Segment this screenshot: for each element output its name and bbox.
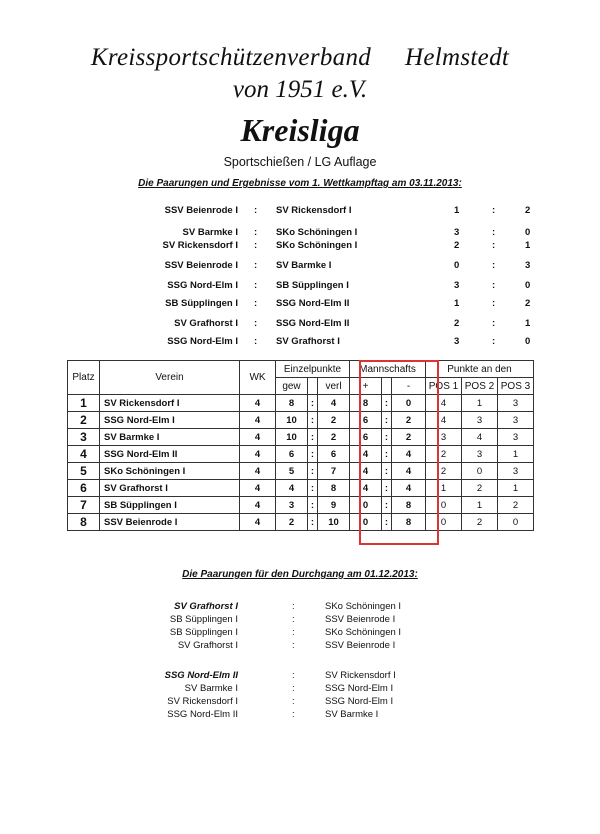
standings-colon: : [382,446,392,463]
fixture-separator: : [292,696,295,707]
result-separator: : [254,336,258,347]
standings-platz: 7 [68,497,100,514]
standings-colon: : [308,463,318,480]
result-score-home: 1 [454,205,460,216]
standings-row [68,412,534,429]
standings-colon: : [382,463,392,480]
fixture-row [0,601,600,614]
fixture-separator: : [292,614,295,625]
standings-pos1: 1 [426,480,462,497]
fixture-away-team: SSG Nord-Elm I [325,683,394,694]
standings-pos2: 2 [462,514,498,531]
standings-platz: 5 [68,463,100,480]
standings-gew: 10 [276,429,308,446]
result-score-colon: : [492,227,496,238]
standings-plus: 0 [350,514,382,531]
standings-colon: : [382,514,392,531]
header-gew: gew [276,378,308,395]
standings-verl: 9 [318,497,350,514]
result-score-colon: : [492,298,496,309]
result-separator: : [254,280,258,291]
fixture-home-team: SV Grafhorst I [177,640,238,651]
fixture-separator: : [292,683,295,694]
result-score-colon: : [492,336,496,347]
result-score-away: 1 [525,240,531,251]
standings-pos3: 1 [498,446,534,463]
header-pos2: POS 2 [462,378,498,395]
standings-platz: 8 [68,514,100,531]
result-row [0,336,600,350]
standings-verl: 6 [318,446,350,463]
standings-gew: 10 [276,412,308,429]
result-home-team: SB Süpplingen I [165,298,238,309]
standings-wk: 4 [240,446,276,463]
standings-pos1: 0 [426,514,462,531]
result-away-team: SSG Nord-Elm II [276,298,350,309]
standings-wk: 4 [240,497,276,514]
standings-platz: 4 [68,446,100,463]
fixture-home-team: SV Rickensdorf I [167,696,238,707]
fixture-away-team: SKo Schöningen I [325,627,402,638]
result-away-team: SV Barmke I [276,260,332,271]
standings-minus: 4 [392,463,426,480]
result-separator: : [254,318,258,329]
fixture-row [0,683,600,696]
header-wk: WK [240,361,276,395]
result-score-away: 1 [525,318,531,329]
organization-founded: von 1951 e.V. [232,76,368,103]
result-home-team: SV Rickensdorf I [162,240,238,251]
standings-verl: 8 [318,480,350,497]
standings-row [68,463,534,480]
result-away-team: SV Grafhorst I [276,336,340,347]
standings-wk: 4 [240,514,276,531]
standings-plus: 8 [350,395,382,412]
standings-minus: 2 [392,412,426,429]
result-home-team: SSG Nord-Elm I [167,336,238,347]
result-score-home: 2 [454,318,460,329]
result-score-away: 0 [525,227,531,238]
fixture-row [0,640,600,653]
standings-platz: 1 [68,395,100,412]
result-score-colon: : [492,280,496,291]
standings-plus: 0 [350,497,382,514]
result-row [0,205,600,219]
result-row [0,227,600,241]
result-away-team: SKo Schöningen I [276,240,358,251]
result-separator: : [254,205,258,216]
result-score-away: 3 [525,260,531,271]
header-verein: Verein [100,361,240,395]
standings-pos1: 0 [426,497,462,514]
page-subtitle: Sportschießen / LG Auflage [223,155,377,169]
result-separator: : [254,298,258,309]
result-score-home: 1 [454,298,460,309]
organization-name-part-1: Kreissportschützenverband [90,44,372,71]
standings-colon: : [382,412,392,429]
fixture-row [0,696,600,709]
header-einzelpunkte: Einzelpunkte [276,361,350,378]
standings-plus: 4 [350,480,382,497]
result-home-team: SSV Beienrode I [164,260,238,271]
standings-pos1: 2 [426,446,462,463]
result-home-team: SSV Beienrode I [164,205,238,216]
standings-plus: 6 [350,429,382,446]
standings-gew: 3 [276,497,308,514]
standings-plus: 6 [350,412,382,429]
standings-pos3: 1 [498,480,534,497]
standings-row [68,395,534,412]
standings-verein: SSV Beienrode I [100,514,240,531]
fixture-away-team: SV Barmke I [325,709,379,720]
standings-verl: 2 [318,429,350,446]
fixture-home-team: SB Süpplingen I [169,614,238,625]
standings-verein: SKo Schöningen I [100,463,240,480]
fixture-home-team: SSG Nord-Elm II [164,670,238,681]
standings-colon: : [308,429,318,446]
standings-pos3: 3 [498,463,534,480]
standings-minus: 8 [392,514,426,531]
standings-gew: 8 [276,395,308,412]
standings-verein: SSG Nord-Elm II [100,446,240,463]
fixture-home-team: SB Süpplingen I [169,627,238,638]
standings-gew: 6 [276,446,308,463]
standings-platz: 3 [68,429,100,446]
results-heading: Die Paarungen und Ergebnisse vom 1. Wettkampftag am 03.11.2013: [138,178,462,189]
fixture-row [0,709,600,722]
standings-pos3: 3 [498,412,534,429]
header-minus: - [392,378,426,395]
fixture-away-team: SKo Schöningen I [325,601,402,612]
standings-colon: : [382,480,392,497]
result-score-colon: : [492,205,496,216]
standings-plus: 4 [350,446,382,463]
fixture-away-team: SSV Beienrode I [325,640,396,651]
standings-wk: 4 [240,429,276,446]
result-row [0,280,600,294]
standings-minus: 4 [392,480,426,497]
fixture-separator: : [292,627,295,638]
result-score-home: 0 [454,260,460,271]
standings-plus: 4 [350,463,382,480]
standings-minus: 8 [392,497,426,514]
standings-table [67,360,534,531]
header-pos3: POS 3 [498,378,534,395]
standings-verl: 4 [318,395,350,412]
result-away-team: SV Rickensdorf I [276,205,352,216]
standings-colon: : [308,480,318,497]
result-score-colon: : [492,240,496,251]
standings-verein: SSG Nord-Elm I [100,412,240,429]
result-row [0,318,600,332]
result-score-colon: : [492,260,496,271]
header-platz: Platz [68,361,100,395]
header-punkte: Punkte an den [426,361,534,378]
result-score-colon: : [492,318,496,329]
organization-name [0,44,600,72]
result-away-team: SKo Schöningen I [276,227,358,238]
result-row [0,240,600,254]
fixture-row [0,614,600,627]
result-separator: : [254,260,258,271]
result-away-team: SSG Nord-Elm II [276,318,350,329]
standings-pos2: 2 [462,480,498,497]
standings-pos1: 3 [426,429,462,446]
standings-verein: SV Grafhorst I [100,480,240,497]
standings-colon: : [382,429,392,446]
result-score-home: 3 [454,227,460,238]
standings-minus: 4 [392,446,426,463]
header-plus: + [350,378,382,395]
standings-pos2: 1 [462,497,498,514]
standings-row [68,446,534,463]
standings-pos3: 0 [498,514,534,531]
standings-colon: : [308,514,318,531]
standings-wk: 4 [240,480,276,497]
standings-pos3: 3 [498,395,534,412]
standings-verl: 10 [318,514,350,531]
standings-pos1: 2 [426,463,462,480]
standings-pos2: 4 [462,429,498,446]
fixture-away-team: SSG Nord-Elm I [325,696,394,707]
standings-minus: 0 [392,395,426,412]
standings-pos1: 4 [426,395,462,412]
result-score-home: 3 [454,336,460,347]
standings-gew: 2 [276,514,308,531]
standings-pos2: 0 [462,463,498,480]
standings-pos2: 3 [462,412,498,429]
fixture-row [0,627,600,640]
standings-row [68,497,534,514]
standings-verl: 7 [318,463,350,480]
standings-verein: SV Barmke I [100,429,240,446]
fixture-away-team: SSV Beienrode I [325,614,396,625]
result-score-away: 2 [525,205,531,216]
result-away-team: SB Süpplingen I [276,280,349,291]
fixture-home-team: SSG Nord-Elm II [167,709,238,720]
standings-pos2: 3 [462,446,498,463]
result-score-away: 0 [525,280,531,291]
standings-pos1: 4 [426,412,462,429]
fixture-separator: : [292,640,295,651]
standings-verein: SV Rickensdorf I [100,395,240,412]
header-pos1: POS 1 [426,378,462,395]
standings-body [68,395,534,531]
header-mannschafts: Mannschafts [350,361,426,378]
result-home-team: SV Grafhorst I [174,318,238,329]
fixture-separator: : [292,709,295,720]
result-score-away: 2 [525,298,531,309]
standings-minus: 2 [392,429,426,446]
standings-row [68,480,534,497]
standings-pos3: 2 [498,497,534,514]
standings-pos2: 1 [462,395,498,412]
page-title: Kreisliga [240,112,360,148]
fixture-row [0,670,600,683]
fixture-home-team: SV Barmke I [184,683,238,694]
fixture-separator: : [292,601,295,612]
fixture-separator: : [292,670,295,681]
result-row [0,298,600,312]
standings-platz: 2 [68,412,100,429]
standings-colon: : [382,395,392,412]
standings-platz: 6 [68,480,100,497]
standings-gew: 4 [276,480,308,497]
result-row [0,260,600,274]
standings-row [68,429,534,446]
header-verl: verl [318,378,350,395]
standings-colon: : [308,446,318,463]
result-score-home: 2 [454,240,460,251]
standings-colon: : [382,497,392,514]
standings-wk: 4 [240,395,276,412]
fixture-home-team: SV Grafhorst I [174,601,238,612]
result-home-team: SSG Nord-Elm I [167,280,238,291]
result-separator: : [254,240,258,251]
standings-pos3: 3 [498,429,534,446]
result-separator: : [254,227,258,238]
standings-colon: : [308,497,318,514]
standings-wk: 4 [240,412,276,429]
result-score-home: 3 [454,280,460,291]
organization-city: Helmstedt [405,44,510,71]
standings-verein: SB Süpplingen I [100,497,240,514]
standings-verl: 2 [318,412,350,429]
result-home-team: SV Barmke I [182,227,238,238]
fixtures-heading: Die Paarungen für den Durchgang am 01.12.2013: [182,569,418,580]
standings-colon: : [308,395,318,412]
standings-colon: : [308,412,318,429]
fixture-away-team: SV Rickensdorf I [325,670,396,681]
standings-wk: 4 [240,463,276,480]
standings-row [68,514,534,531]
result-score-away: 0 [525,336,531,347]
standings-gew: 5 [276,463,308,480]
